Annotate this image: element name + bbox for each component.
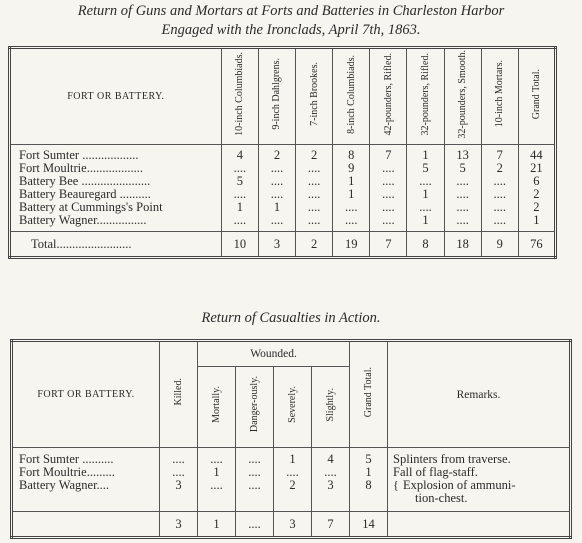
remark	[388, 479, 571, 512]
remark-line: Explosion of ammuni-	[403, 478, 516, 492]
cell: ....	[333, 201, 370, 214]
cell: 21	[518, 162, 555, 175]
cell: 44	[518, 145, 555, 163]
guns-header-row	[10, 48, 556, 145]
guns-table	[8, 46, 557, 259]
cell: ....	[160, 448, 198, 467]
cell: ....	[444, 214, 481, 232]
col-header: 9-inch Dahlgrens.	[258, 48, 295, 145]
cell: 3	[258, 232, 295, 258]
cell: ....	[258, 175, 295, 188]
cell: ....	[221, 214, 258, 232]
cell: ....	[274, 466, 312, 479]
casualties-header-row	[12, 341, 571, 367]
cell: ....	[370, 175, 407, 188]
cell: ....	[333, 214, 370, 232]
cell: 2	[296, 145, 333, 163]
cell: ....	[160, 466, 198, 479]
col-header: 42-pounders, Rifled.	[370, 48, 407, 145]
cell	[388, 512, 571, 538]
cell: 1	[333, 188, 370, 201]
cell: ....	[481, 188, 518, 201]
cell: 1	[221, 201, 258, 214]
col-header: 32-pounders, Rifled.	[407, 48, 444, 145]
remark-line: Fall of flag-staff.	[393, 465, 478, 479]
cell: 3	[274, 512, 312, 538]
cell: 19	[333, 232, 370, 258]
cell: 1	[407, 188, 444, 201]
cell: ....	[296, 162, 333, 175]
cell: 1	[350, 466, 388, 479]
cell: 1	[407, 145, 444, 163]
total-label: Total........................	[10, 232, 222, 258]
remark-line: tion-chest.	[415, 491, 468, 505]
cell: 8	[350, 479, 388, 512]
guns-row	[10, 145, 556, 163]
fort-name: Battery Bee ......................	[19, 174, 151, 188]
cell: ....	[236, 448, 274, 467]
remark-line: Splinters from traverse.	[393, 452, 511, 466]
wounded-col-header: Slightly.	[312, 367, 350, 448]
cell: 1	[333, 175, 370, 188]
cell: 1	[198, 466, 236, 479]
cell: ....	[296, 175, 333, 188]
cell: ....	[258, 188, 295, 201]
killed-header: Killed.	[160, 341, 198, 448]
table2-title: Return of Casualties in Action.	[201, 310, 381, 326]
cell: 5	[221, 175, 258, 188]
wounded-group-header: Wounded.	[198, 341, 350, 367]
fort-name: Battery at Cummings's Point	[19, 200, 163, 214]
col-header: 32-pounders, Smooth.	[444, 48, 481, 145]
table1-title-line2: Engaged with the Ironclads, April 7th, 1863.	[161, 22, 421, 38]
wounded-col-header: Severely.	[274, 367, 312, 448]
casualties-row-header: FORT OR BATTERY.	[12, 341, 160, 448]
cell: 2	[518, 188, 555, 201]
cell: 1	[518, 214, 555, 232]
guns-row	[10, 214, 556, 232]
cell: 1	[258, 201, 295, 214]
cell: 8	[333, 145, 370, 163]
cell: 1	[274, 448, 312, 467]
cell: 5	[350, 448, 388, 467]
cell: ....	[258, 162, 295, 175]
remark	[388, 448, 571, 467]
cell: 2	[296, 232, 333, 258]
cell: 1	[198, 512, 236, 538]
cell: ....	[370, 162, 407, 175]
cell: ....	[198, 479, 236, 512]
cell: 7	[370, 232, 407, 258]
cell: 5	[407, 162, 444, 175]
guns-total-row	[10, 232, 556, 258]
cell: ....	[221, 162, 258, 175]
cell: ....	[370, 188, 407, 201]
cell: 18	[444, 232, 481, 258]
guns-row-header: FORT OR BATTERY.	[10, 48, 222, 145]
cell: 13	[444, 145, 481, 163]
fort-name: Fort Sumter ..........	[19, 452, 114, 466]
fort-name: Battery Wagner....	[19, 478, 110, 492]
wounded-col-header: Danger-ously.	[236, 367, 274, 448]
cell: 5	[444, 162, 481, 175]
cell: 2	[518, 201, 555, 214]
cell: ....	[481, 201, 518, 214]
cell: 3	[160, 479, 198, 512]
casualties-row	[12, 479, 571, 512]
cell: 1	[407, 214, 444, 232]
fort-name: Battery Wagner................	[19, 213, 147, 227]
cell: ....	[198, 448, 236, 467]
cell: 8	[407, 232, 444, 258]
cell: ....	[236, 466, 274, 479]
cell	[12, 512, 160, 538]
cell: 7	[312, 512, 350, 538]
cell: 76	[518, 232, 555, 258]
table1-title-line1: Return of Guns and Mortars at Forts and Batteries in Charleston Harbor	[77, 3, 505, 19]
grand-total-header: Grand Total.	[350, 341, 388, 448]
cell: ....	[481, 214, 518, 232]
cell: 4	[221, 145, 258, 163]
cell: ....	[370, 201, 407, 214]
col-header: 8-inch Columbiads.	[333, 48, 370, 145]
cell: 2	[258, 145, 295, 163]
fort-name: Fort Moultrie..................	[19, 161, 143, 175]
cell: ....	[296, 214, 333, 232]
fort-name: Battery Beauregard ..........	[19, 187, 151, 201]
casualties-total-row	[12, 512, 571, 538]
cell: ....	[370, 214, 407, 232]
cell: ....	[407, 201, 444, 214]
cell: ....	[444, 188, 481, 201]
cell: ....	[407, 175, 444, 188]
cell: ....	[312, 466, 350, 479]
cell: 9	[333, 162, 370, 175]
cell: ....	[236, 479, 274, 512]
cell: 4	[312, 448, 350, 467]
cell: ....	[221, 188, 258, 201]
cell: 7	[481, 145, 518, 163]
col-header: 7-inch Brookes.	[296, 48, 333, 145]
wounded-col-header: Mortally.	[198, 367, 236, 448]
cell: 2	[274, 479, 312, 512]
col-header: 10-inch Mortars.	[481, 48, 518, 145]
col-header: 10-inch Columbiads.	[221, 48, 258, 145]
remarks-header: Remarks.	[388, 341, 571, 448]
fort-name: Fort Moultrie.........	[19, 465, 115, 479]
cell: 6	[518, 175, 555, 188]
cell: 3	[160, 512, 198, 538]
cell: 3	[312, 479, 350, 512]
cell: 2	[481, 162, 518, 175]
cell: ....	[444, 201, 481, 214]
col-header: Grand Total.	[518, 48, 555, 145]
cell: ....	[236, 512, 274, 538]
fort-name: Fort Sumter ..................	[19, 148, 139, 162]
cell: 10	[221, 232, 258, 258]
casualties-row	[12, 448, 571, 467]
cell: ....	[296, 201, 333, 214]
brace-glyph: {	[393, 478, 399, 492]
cell: 9	[481, 232, 518, 258]
cell: 14	[350, 512, 388, 538]
cell: ....	[481, 175, 518, 188]
cell: ....	[258, 214, 295, 232]
cell: ....	[296, 188, 333, 201]
table1-title	[0, 2, 582, 40]
cell: ....	[444, 175, 481, 188]
casualties-table	[10, 339, 572, 539]
cell: 7	[370, 145, 407, 163]
